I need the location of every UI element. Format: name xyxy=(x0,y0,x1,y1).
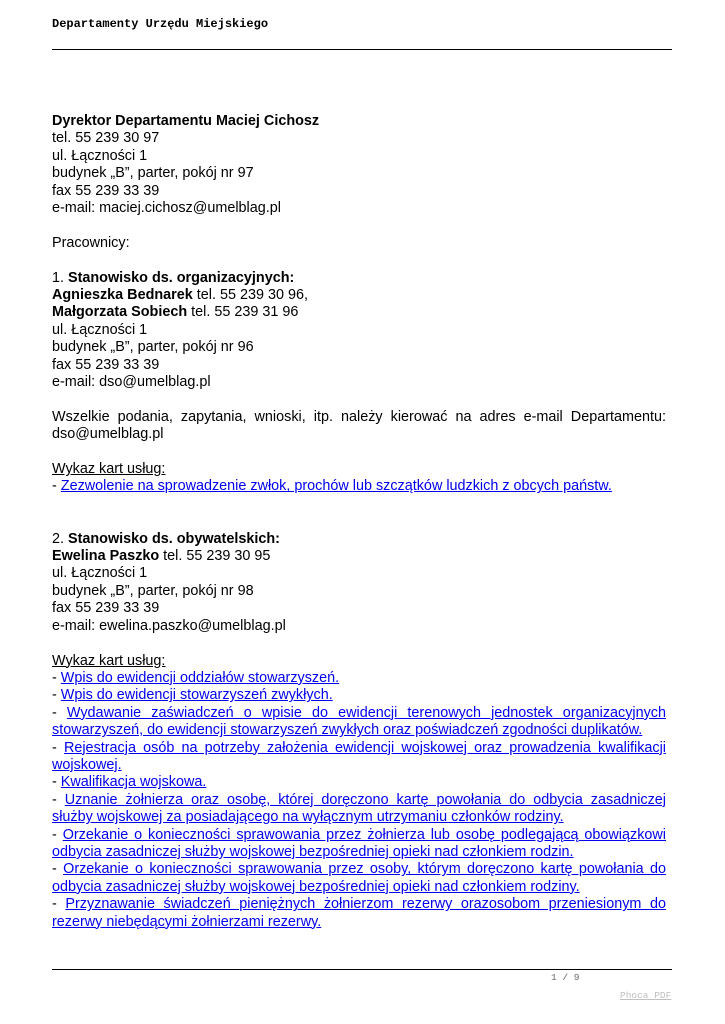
section2-card-item xyxy=(52,774,666,791)
director-heading: Dyrektor Departamentu Maciej Cichosz xyxy=(52,113,320,129)
list-dash: - xyxy=(52,704,67,721)
list-dash: - xyxy=(52,687,61,704)
list-dash: - xyxy=(52,739,64,756)
section2-card-item xyxy=(52,792,666,827)
section2-number: 2. xyxy=(52,530,68,547)
section2-card-item xyxy=(52,705,666,740)
header-divider xyxy=(52,49,672,50)
service-card-link[interactable]: Wydawanie zaświadczeń o wpisie do ewidencji terenowych jednostek organizacyjnych stowarzyszeń, do ewidencji stowarzyszeń zwykłych oraz poświadczeń zgodności duplikatów. xyxy=(52,704,666,739)
section2-card-item xyxy=(52,896,666,931)
section2-block xyxy=(52,531,666,635)
section2-card-item xyxy=(52,687,666,704)
page-number: 1 / 9 xyxy=(551,972,580,983)
section1-card-item xyxy=(52,478,666,495)
section1-building: budynek „B”, parter, pokój nr 96 xyxy=(52,339,254,356)
director-email: e-mail: maciej.cichosz@umelblag.pl xyxy=(52,200,281,217)
section1-street: ul. Łączności 1 xyxy=(52,321,148,338)
section2-person1-name: Ewelina Paszko xyxy=(52,548,160,565)
footer-divider xyxy=(52,969,672,970)
section1-person1-tel: tel. 55 239 30 96, xyxy=(192,287,308,304)
list-dash: - xyxy=(52,791,65,808)
section1-cards-label: Wykaz kart usług: xyxy=(52,461,166,478)
document-body xyxy=(52,113,666,931)
service-card-link[interactable]: Zezwolenie na sprowadzenie zwłok, prochów lub szczątków ludzkich z obcych państw. xyxy=(60,478,612,495)
section1-title: Stanowisko ds. organizacyjnych: xyxy=(68,269,295,286)
director-building: budynek „B”, parter, pokój nr 97 xyxy=(52,165,254,182)
service-card-link[interactable]: Rejestracja osób na potrzeby założenia ewidencji wojskowej oraz prowadzenia kwalifikacji wojskowej. xyxy=(52,739,666,773)
list-dash: - xyxy=(52,826,63,843)
director-block xyxy=(52,113,666,217)
section2-title: Stanowisko ds. obywatelskich: xyxy=(68,530,280,547)
section1-fax: fax 55 239 33 39 xyxy=(52,356,160,373)
section1-person2-name: Małgorzata Sobiech xyxy=(52,304,188,321)
section2-person1-tel: tel. 55 239 30 95 xyxy=(159,548,271,565)
section2-email: e-mail: ewelina.paszko@umelblag.pl xyxy=(52,617,286,634)
service-card-link[interactable]: Wpis do ewidencji oddziałów stowarzyszeń. xyxy=(60,669,340,686)
director-tel: tel. 55 239 30 97 xyxy=(52,130,160,147)
section1-block xyxy=(52,270,666,392)
service-card-link[interactable]: Orzekanie o konieczności sprawowania przez żołnierza lub osobę podlegającą obowiązkowi odbycia zasadniczej służby wojskowej bezpośredniej opieki nad członkiem rodzin. xyxy=(52,826,666,860)
section2-fax: fax 55 239 33 39 xyxy=(52,600,160,617)
section1-person2-tel: tel. 55 239 31 96 xyxy=(187,304,299,321)
section2-card-item xyxy=(52,861,666,896)
page-header-title: Departamenty Urzędu Miejskiego xyxy=(52,17,269,31)
service-card-link[interactable]: Wpis do ewidencji stowarzyszeń zwykłych. xyxy=(60,687,333,704)
list-dash: - xyxy=(52,774,61,791)
section1-email: e-mail: dso@umelblag.pl xyxy=(52,374,211,391)
list-dash: - xyxy=(52,861,64,878)
service-card-link[interactable]: Kwalifikacja wojskowa. xyxy=(60,774,207,791)
service-card-link[interactable]: Orzekanie o konieczności sprawowania przez osoby, którym doręczono kartę powołania do odbycia zasadniczej służby wojskowej bezpośredniej opieki nad członkiem rodziny. xyxy=(52,861,667,895)
list-dash: - xyxy=(52,896,66,913)
footer-credit-link[interactable]: Phoca PDF xyxy=(620,990,672,1001)
section1-note: Wszelkie podania, zapytania, wnioski, itp. należy kierować na adres e-mail Departamentu: dso@umelblag.pl xyxy=(52,408,666,443)
director-fax: fax 55 239 33 39 xyxy=(52,182,160,199)
list-dash: - xyxy=(52,669,61,686)
section1-number: 1. xyxy=(52,269,68,286)
section2-card-item xyxy=(52,670,666,687)
section2-street: ul. Łączności 1 xyxy=(52,565,148,582)
section2-card-item xyxy=(52,740,666,775)
list-dash: - xyxy=(52,478,61,495)
director-street: ul. Łączności 1 xyxy=(52,147,148,164)
service-card-link[interactable]: Uznanie żołnierza oraz osobę, której doręczono kartę powołania do odbycia zasadniczej służby wojskowej za posiadającego na wyłącznym utrzymaniu członków rodziny. xyxy=(52,791,666,826)
section2-cards-label: Wykaz kart usług: xyxy=(52,652,166,669)
staff-label: Pracownicy: xyxy=(52,234,130,251)
section2-building: budynek „B”, parter, pokój nr 98 xyxy=(52,582,254,599)
section2-card-item xyxy=(52,827,666,862)
service-card-link[interactable]: Przyznawanie świadczeń pieniężnych żołnierzom rezerwy orazosobom przeniesionym do rezerwy niebędącymi żołnierzami rezerwy. xyxy=(52,896,666,930)
section1-person1-name: Agnieszka Bednarek xyxy=(52,287,193,304)
